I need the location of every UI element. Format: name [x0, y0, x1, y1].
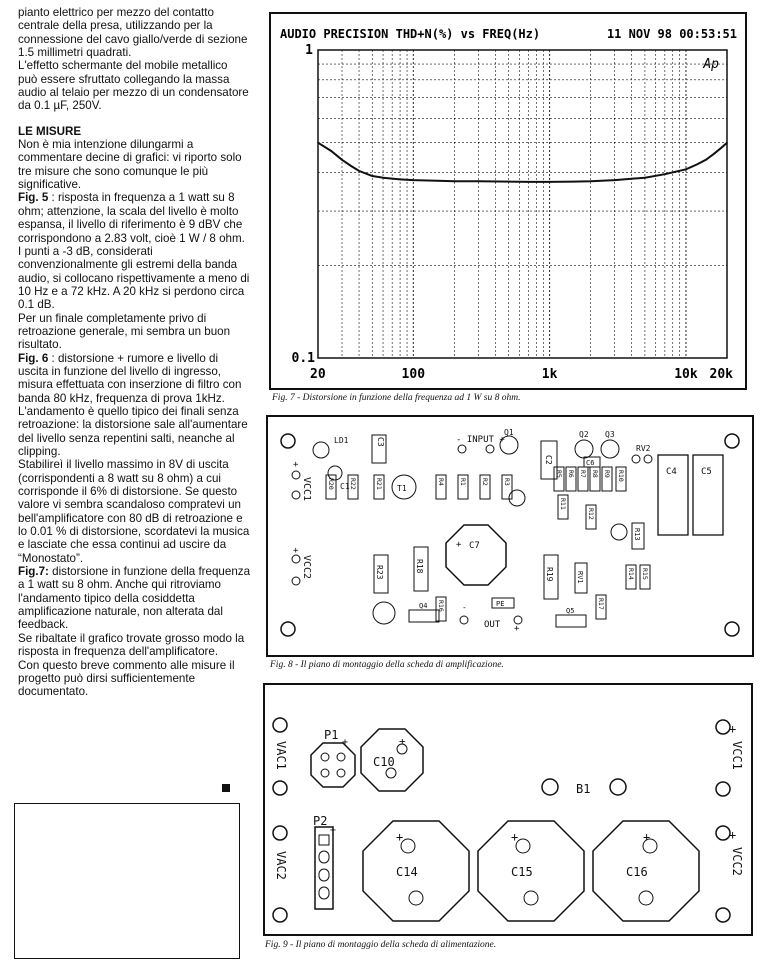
x-tick-label: 20k: [709, 367, 733, 382]
article-column: [18, 6, 250, 699]
y-tick-label: 1: [305, 43, 313, 58]
small-resistor-label: R10: [617, 470, 625, 482]
paragraph: L'effetto schermante del mobile metallico può essere sfruttato collegando la massa audio al telaio per mezzo di un condensatore da 0.1 µF, 250V.: [18, 59, 249, 113]
c5-label: C5: [701, 467, 712, 477]
data-point: [412, 179, 414, 181]
pe-label: PE: [496, 600, 505, 608]
paragraph: [18, 565, 250, 632]
small-resistor-label: R1: [459, 478, 467, 486]
c14-label: C14: [396, 865, 418, 879]
data-point: [358, 170, 360, 172]
input-label: - INPUT +: [456, 435, 505, 445]
amp-pcb: [266, 415, 754, 657]
small-resistor-label: R3: [503, 478, 511, 486]
data-point: [528, 181, 530, 183]
fig7-caption: Fig. 7 - Distorsione in funzione della frequenza ad 1 W su 8 ohm.: [272, 393, 521, 403]
data-point: [454, 180, 456, 182]
vcc2-plus: +: [293, 546, 299, 556]
small-resistor-label: R6: [567, 470, 575, 478]
data-point: [478, 180, 480, 182]
empty-box: [14, 803, 240, 959]
psu-pcb: [263, 683, 753, 936]
small-resistor-label: R17: [597, 598, 605, 610]
data-point: [685, 168, 687, 170]
small-resistor-label: R22: [349, 478, 357, 490]
thd-chart-figure: [269, 12, 747, 390]
r23-label: R23: [375, 565, 384, 580]
data-point: [573, 181, 575, 183]
chart-timestamp: 11 NOV 98 00:53:51: [606, 27, 737, 41]
chart-title: AUDIO PRECISION THD+N(%) vs FREQ(Hz): [280, 27, 541, 41]
vcc1-plus: +: [293, 460, 299, 470]
q2-label: Q2: [579, 430, 589, 439]
data-point: [350, 165, 352, 167]
vcc1-label: VCC1: [301, 477, 312, 502]
fig8-caption: Fig. 8 - Il piano di montaggio della scheda di amplificazione.: [270, 660, 504, 670]
fig-ref: Fig. 5: [18, 191, 49, 205]
small-resistor-label: R2: [481, 478, 489, 486]
vcc1-label: VCC1: [730, 741, 744, 770]
small-resistor-label: R7: [579, 470, 587, 478]
data-point: [664, 173, 666, 175]
c16-label: C16: [626, 865, 648, 879]
c10-plus: +: [399, 735, 406, 748]
c10-label: C10: [373, 755, 395, 769]
t1-label: T1: [397, 484, 407, 493]
paragraph: L'andamento è quello tipico dei finali senza retroazione: la distorsione sale all'aumentare del livello senza repentini salti, neanche al clipping.: [18, 404, 248, 458]
small-resistor-label: R15: [641, 568, 649, 580]
data-point: [644, 177, 646, 179]
c7-label: C7: [469, 541, 480, 551]
c3-label: C3: [376, 437, 385, 447]
paragraph: [18, 191, 250, 244]
vac2-label: VAC2: [274, 851, 288, 880]
data-point: [705, 159, 707, 161]
paragraph: Non è mia intenzione dilungarmi a commentare decine di grafici: vi riporto solo tre misure che sono comunque le più significative.: [18, 138, 242, 192]
fig9-caption: Fig. 9 - Il piano di montaggio della scheda di alimentazione.: [265, 940, 497, 950]
c15-plus: +: [511, 830, 519, 844]
ld1-label: LD1: [334, 436, 349, 445]
c16-plus: +: [643, 830, 651, 844]
q4-label: Q4: [419, 602, 428, 610]
paragraph: Con questo breve commento alle misure il progetto può dirsi sufficientemente documentato.: [18, 658, 235, 699]
data-point: [437, 180, 439, 182]
out-label: OUT: [484, 620, 501, 630]
data-point: [317, 142, 319, 144]
pcb-outline: [264, 684, 752, 935]
psu-pcb-figure: [263, 683, 753, 936]
x-tick-label: 100: [401, 367, 426, 382]
rv2-label: RV2: [636, 444, 651, 453]
data-point: [726, 142, 728, 144]
paragraph: I punti a -3 dB, considerati convenzionalmente gli estremi della banda audio, si collocano rispettivamente a meno di 10 Hz e a 72 kHz. A 20 kHz si perdono circa 0.1 dB.: [18, 244, 250, 312]
y-tick-label: 0.1: [291, 351, 315, 366]
c4-label: C4: [666, 467, 677, 477]
r13-label: R13: [633, 528, 641, 541]
out-plus: +: [514, 624, 520, 634]
section-heading: LE MISURE: [18, 124, 82, 138]
paragraph: [18, 352, 250, 405]
data-point: [382, 177, 384, 179]
data-point: [399, 179, 401, 181]
vac1-label: VAC1: [274, 741, 288, 770]
q1-label: Q1: [504, 428, 514, 437]
end-of-article-mark: [222, 784, 230, 792]
data-point: [720, 147, 722, 149]
data-point: [614, 179, 616, 181]
small-resistor-label: R11: [559, 498, 567, 510]
p2-label: P2: [313, 814, 328, 828]
paragraph: Stabilireì il livello massimo in 8V di uscita (corrispondenti a 8 watt su 8 ohm) a cui corrisponde il 6% di distorsione. Se questo valore vi sembra scandaloso compratevi un bell'amplificatore con 80 dB di retroazione e lo 0.01 % di distorsione, scordatevi la musica e lasciate che essa continui ad uscire da “Monostato”.: [18, 458, 250, 565]
pcb-outline: [267, 416, 753, 656]
q3-label: Q3: [605, 430, 615, 439]
vcc2-label: VCC2: [730, 847, 744, 876]
c15-label: C15: [511, 865, 533, 879]
data-point: [713, 153, 715, 155]
small-resistor-label: R12: [587, 508, 595, 520]
small-resistor-label: R8: [591, 470, 599, 478]
paragraph: Se ribaltate il grafico trovate grosso modo la risposta in frequenza dell'amplificatore.: [18, 631, 245, 659]
x-tick-label: 1k: [541, 367, 558, 382]
paragraph: pianto elettrico per mezzo del contatto centrale della presa, utilizzando per la connessione del cavo giallo/verde di sezione 1.5 millimetri quadrati.: [18, 6, 248, 60]
paragraph-text: : distorsione + rumore e livello di uscita in funzione del livello di ingresso, misura effettuata con inserzione di filtro con banda 80 kHz, frequenza di prova 1kHz.: [18, 351, 242, 405]
rv1-label: RV1: [576, 571, 584, 584]
small-resistor-label: R16: [437, 600, 445, 612]
thd-chart: [269, 12, 747, 390]
data-point: [590, 180, 592, 182]
data-point: [508, 181, 510, 183]
c14-plus: +: [396, 830, 404, 844]
r18-label: R18: [415, 559, 424, 574]
c1-label: C1: [340, 482, 350, 491]
vcc1-plus: +: [729, 722, 737, 736]
p1-label: P1: [324, 728, 339, 742]
c7-plus: +: [456, 540, 462, 550]
p1-plus: +: [342, 737, 349, 748]
b1-label: B1: [576, 782, 591, 796]
small-resistor-label: R20: [327, 478, 335, 490]
out-minus: -: [462, 603, 467, 612]
paragraph-text: : risposta in frequenza a 1 watt su 8 ohm; attenzione, la scala del livello è molto espansa, il livello di riferimento è 9 dBV che corrispondono a 2.83 volt, cioè 1 W / 8 ohm.: [18, 191, 245, 245]
c2-label: C2: [544, 455, 553, 465]
paragraph: Per un finale completamente privo di retroazione generale, mi sembra un buon risultato.: [18, 311, 231, 352]
x-tick-label: 10k: [674, 367, 698, 382]
small-resistor-label: R4: [437, 478, 445, 486]
data-point: [696, 164, 698, 166]
data-point: [330, 150, 332, 152]
small-resistor-label: R14: [627, 568, 635, 580]
vcc2-label: VCC2: [301, 555, 312, 580]
data-point: [549, 181, 551, 183]
p2-plus: +: [330, 825, 337, 836]
amp-pcb-figure: [266, 415, 754, 657]
small-resistor-label: R21: [375, 478, 383, 490]
fig-ref: Fig.7:: [18, 565, 49, 579]
small-resistor-label: R5: [555, 470, 563, 478]
data-point: [341, 159, 343, 161]
vcc2-plus: +: [729, 828, 737, 842]
data-point: [371, 175, 373, 177]
r19-label: R19: [545, 567, 554, 582]
q5-label: Q5: [566, 607, 575, 615]
paragraph-text: distorsione in funzione della frequenza a 1 watt su 8 ohm. Anche qui ritroviamo l'andamento tipico della cosiddetta amplificazione naturale, non alterata dal feedback.: [18, 565, 251, 632]
fig-ref: Fig. 6: [18, 351, 49, 365]
chart-frame: [270, 13, 746, 389]
c6-label: C6: [586, 459, 595, 467]
ap-logo: Ap: [703, 57, 719, 72]
x-tick-label: 20: [310, 367, 326, 382]
small-resistor-label: R9: [603, 470, 611, 478]
